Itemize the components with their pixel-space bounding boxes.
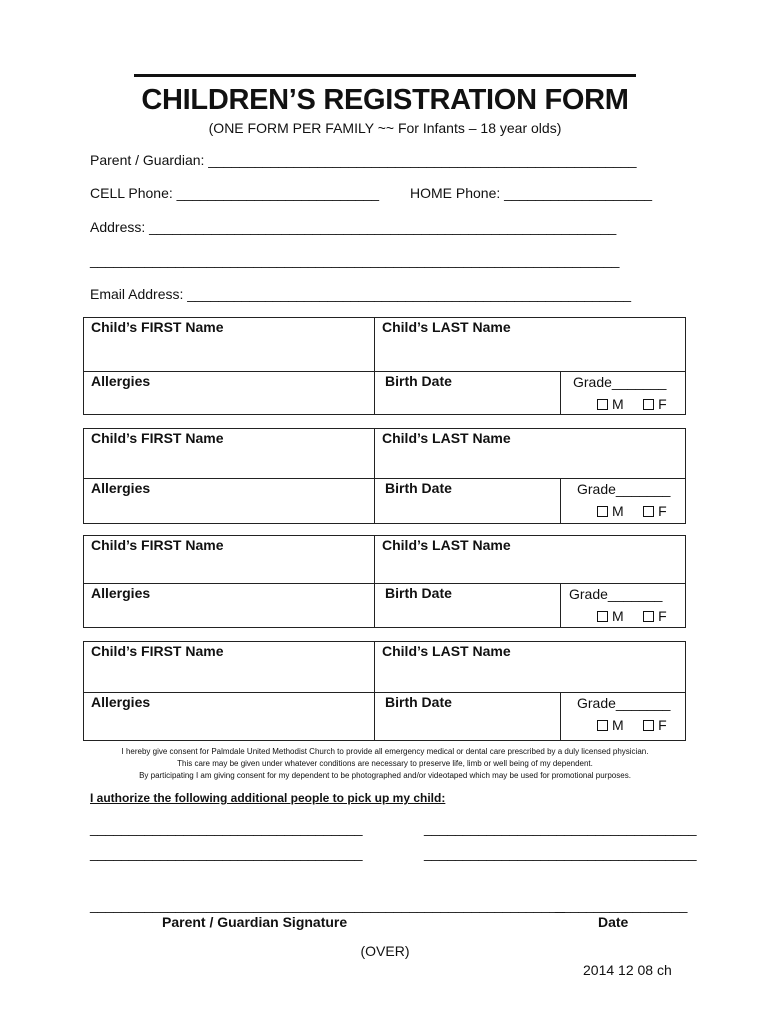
allergies-cell[interactable]: [84, 479, 375, 524]
grade-gender-cell: [561, 693, 686, 741]
female-checkbox[interactable]: [643, 506, 654, 517]
male-label: M: [612, 608, 624, 624]
first-name-cell[interactable]: [84, 429, 375, 479]
first-name-cell[interactable]: [84, 536, 375, 584]
female-label: F: [658, 717, 667, 733]
first-name-label: Child’s FIRST Name: [91, 537, 224, 553]
home-phone-field[interactable]: HOME Phone: ___________________: [410, 185, 653, 201]
allergies-cell[interactable]: [84, 693, 375, 741]
birth-date-cell[interactable]: [375, 584, 561, 628]
consent-line-2: This care may be given under whatever conditions are necessary to preserve life, limb or well being of my dependent.: [177, 759, 593, 768]
grade-gender-cell: [561, 372, 686, 415]
pickup-line-3[interactable]: ___________________________________: [90, 845, 363, 861]
grade-label[interactable]: Grade_______: [577, 481, 671, 497]
male-checkbox[interactable]: [597, 720, 608, 731]
last-name-cell[interactable]: [375, 429, 686, 479]
birth-date-label: Birth Date: [385, 585, 452, 601]
allergies-label: Allergies: [91, 480, 151, 496]
male-label: M: [612, 717, 624, 733]
allergies-cell[interactable]: [84, 584, 375, 628]
title-rule: [134, 74, 636, 77]
last-name-cell[interactable]: [375, 536, 686, 584]
last-name-label: Child’s LAST Name: [382, 430, 511, 446]
address-line-2[interactable]: ____________________________________________________________________: [90, 252, 620, 268]
male-label: M: [612, 503, 624, 519]
consent-line-1: I hereby give consent for Palmdale United Methodist Church to provide all emergency medical or dental care prescribed by a duly licensed physician.: [121, 747, 649, 756]
child-block-4: [83, 641, 686, 741]
last-name-cell[interactable]: [375, 642, 686, 693]
first-name-cell[interactable]: [84, 642, 375, 693]
form-subtitle: (ONE FORM PER FAMILY ~~ For Infants – 18 year olds): [208, 120, 562, 136]
birth-date-label: Birth Date: [385, 694, 452, 710]
last-name-label: Child’s LAST Name: [382, 537, 511, 553]
date-label: Date: [598, 914, 629, 930]
signature-label: Parent / Guardian Signature: [162, 914, 348, 930]
birth-date-label: Birth Date: [385, 480, 452, 496]
allergies-label: Allergies: [91, 694, 151, 710]
first-name-cell[interactable]: [84, 318, 375, 372]
male-checkbox[interactable]: [597, 506, 608, 517]
address-field[interactable]: Address: ____________________________________________________________: [90, 219, 617, 235]
cell-phone-field[interactable]: CELL Phone: __________________________: [90, 185, 380, 201]
female-checkbox[interactable]: [643, 611, 654, 622]
child-block-1: [83, 317, 686, 415]
last-name-label: Child’s LAST Name: [382, 319, 511, 335]
female-label: F: [658, 503, 667, 519]
male-checkbox[interactable]: [597, 611, 608, 622]
first-name-label: Child’s FIRST Name: [91, 430, 224, 446]
female-checkbox[interactable]: [643, 720, 654, 731]
allergies-cell[interactable]: [84, 372, 375, 415]
birth-date-label: Birth Date: [385, 373, 452, 389]
birth-date-cell[interactable]: [375, 372, 561, 415]
birth-date-cell[interactable]: [375, 479, 561, 524]
first-name-label: Child’s FIRST Name: [91, 643, 224, 659]
grade-label[interactable]: Grade_______: [577, 695, 671, 711]
grade-gender-cell: [561, 584, 686, 628]
parent-guardian-field[interactable]: Parent / Guardian: _______________________________________________________: [90, 152, 637, 168]
pickup-line-2[interactable]: ___________________________________: [424, 820, 697, 836]
signature-line[interactable]: _____________________________________________________________: [90, 897, 565, 913]
grade-gender-cell: [561, 479, 686, 524]
child-block-2: [83, 428, 686, 524]
date-line[interactable]: _________________: [555, 897, 688, 913]
female-label: F: [658, 608, 667, 624]
pickup-line-4[interactable]: ___________________________________: [424, 845, 697, 861]
last-name-cell[interactable]: [375, 318, 686, 372]
male-label: M: [612, 396, 624, 412]
email-field[interactable]: Email Address: _________________________________________________________: [90, 286, 632, 302]
female-checkbox[interactable]: [643, 399, 654, 410]
grade-label[interactable]: Grade_______: [569, 586, 663, 602]
pickup-line-1[interactable]: ___________________________________: [90, 820, 363, 836]
child-block-3: [83, 535, 686, 628]
birth-date-cell[interactable]: [375, 693, 561, 741]
pickup-heading: I authorize the following additional people to pick up my child:: [90, 791, 446, 805]
allergies-label: Allergies: [91, 373, 151, 389]
last-name-label: Child’s LAST Name: [382, 643, 511, 659]
form-version-code: 2014 12 08 ch: [583, 962, 672, 978]
form-title: CHILDREN’S REGISTRATION FORM: [141, 84, 629, 116]
consent-line-3: By participating I am giving consent for my dependent to be photographed and/or videotaped which may be used for promotional purposes.: [139, 771, 631, 780]
grade-label[interactable]: Grade_______: [573, 374, 667, 390]
male-checkbox[interactable]: [597, 399, 608, 410]
female-label: F: [658, 396, 667, 412]
allergies-label: Allergies: [91, 585, 151, 601]
over-note: (OVER): [360, 943, 410, 959]
first-name-label: Child’s FIRST Name: [91, 319, 224, 335]
